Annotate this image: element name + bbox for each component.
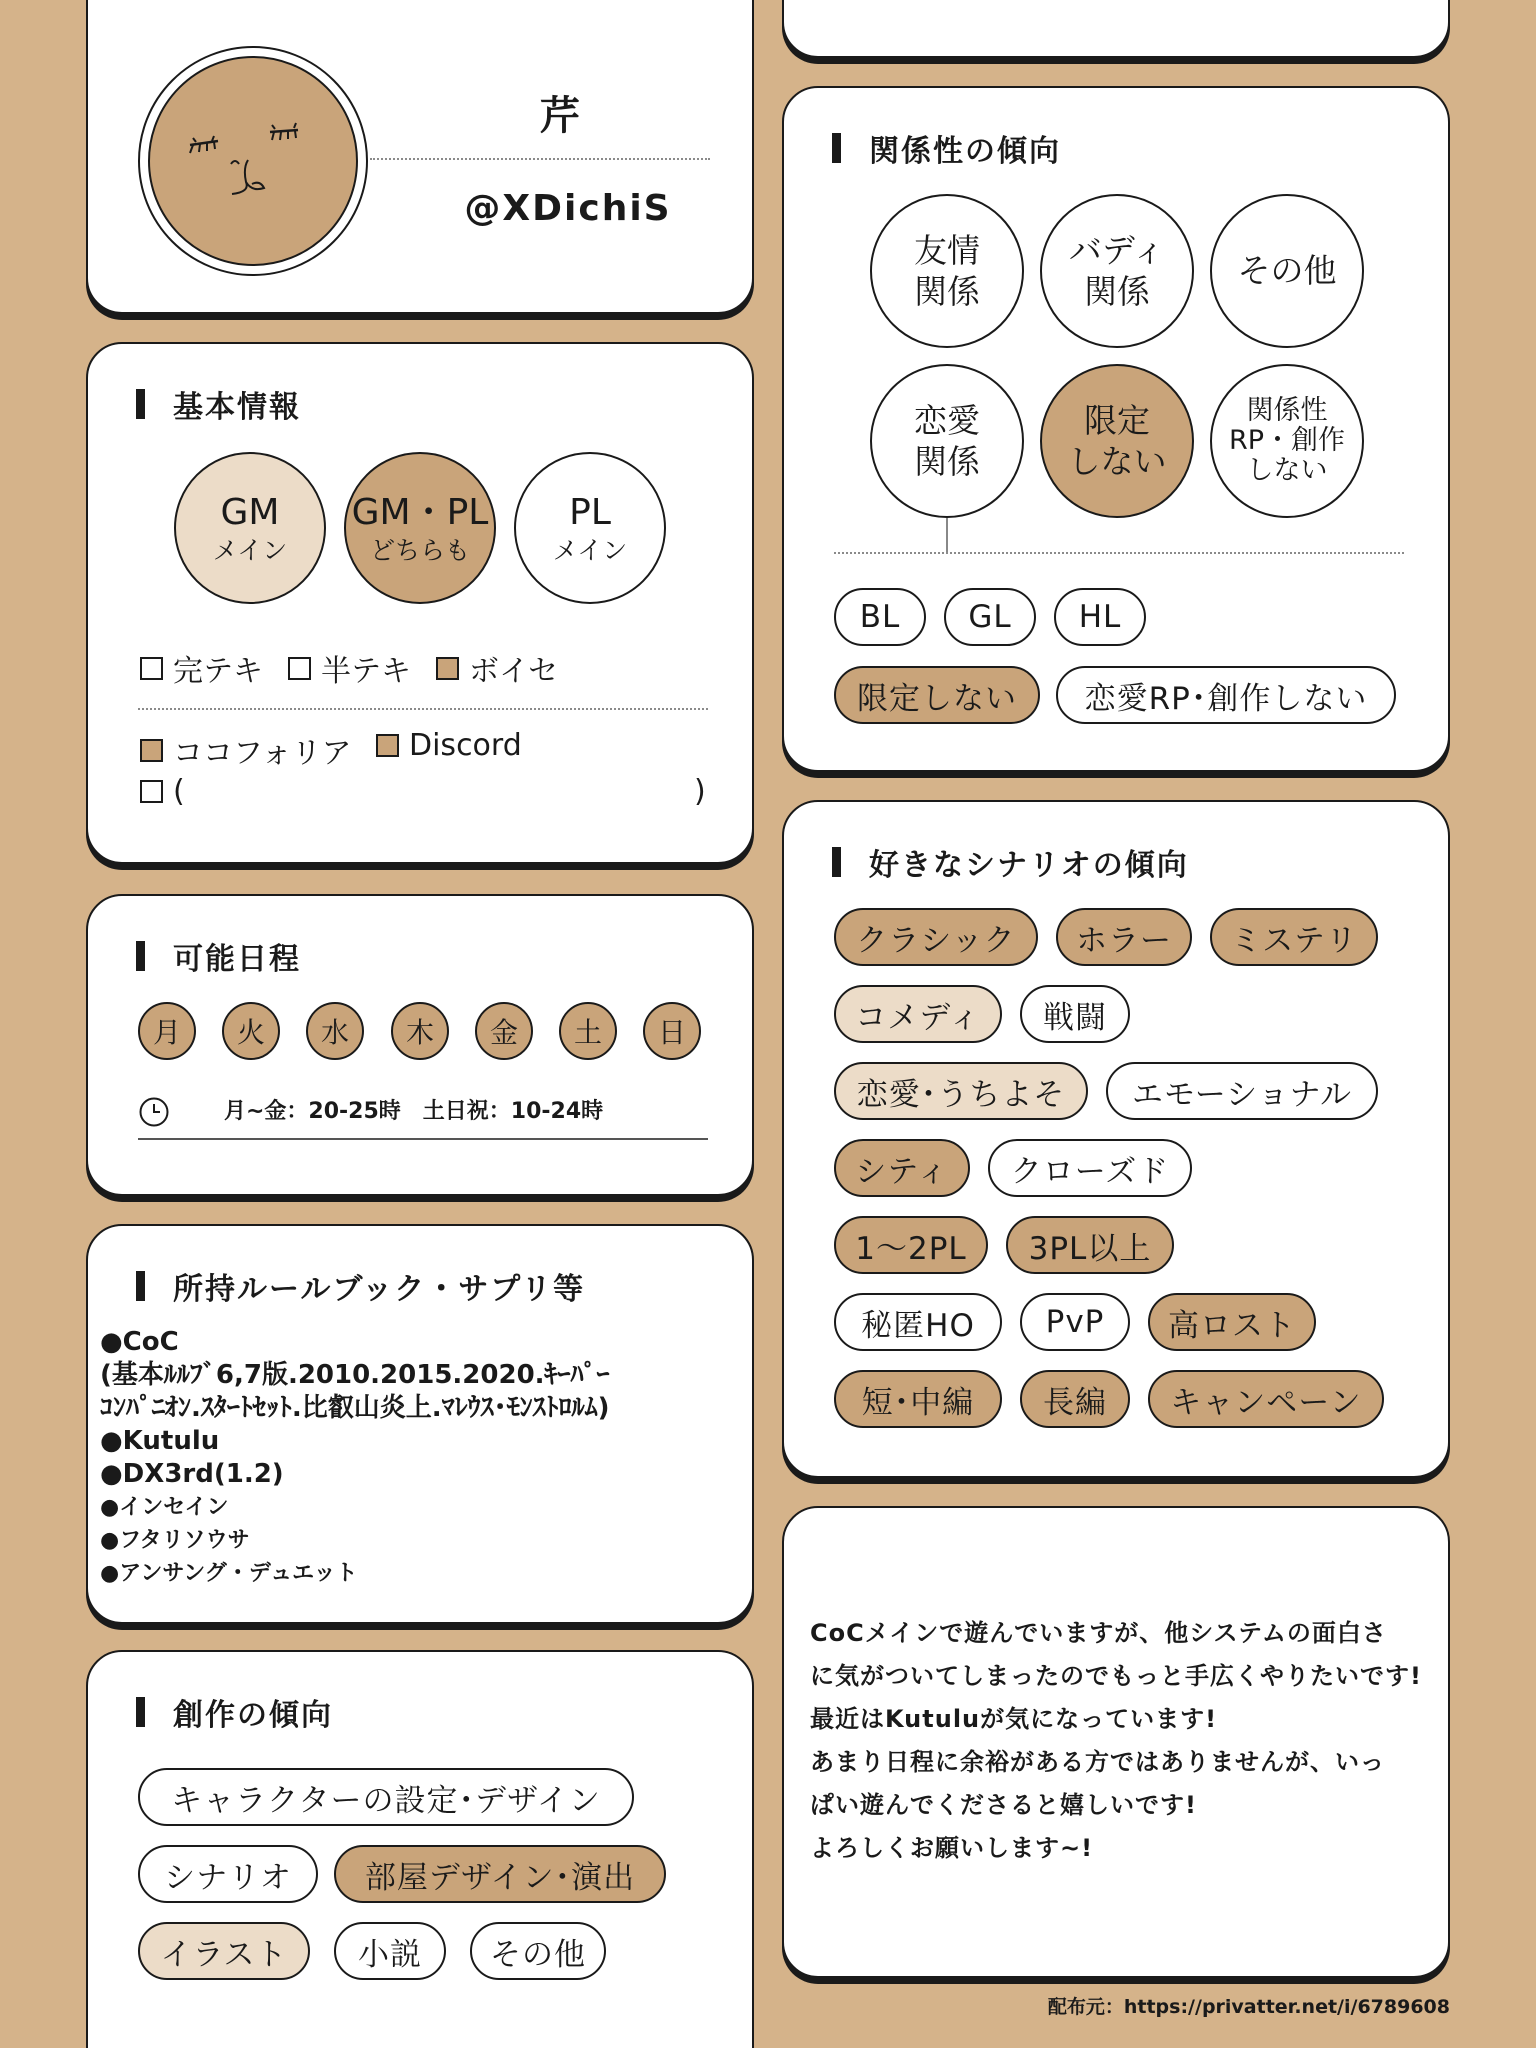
title-bar-icon <box>832 847 841 877</box>
section-title: 基本情報 <box>136 382 301 426</box>
tag-unlimited: 限定しない <box>834 666 1040 724</box>
tag-classic: クラシック <box>834 908 1038 966</box>
title-bar-icon <box>136 1271 145 1301</box>
section-title: 関係性の傾向 <box>832 126 1061 170</box>
schedule-times: 月~金：20-25時 土日祝：10-24時 <box>224 1099 604 1124</box>
relation-romance: 恋愛 関係 <box>870 364 1024 518</box>
checkbox-icon <box>140 780 163 803</box>
tag-closed: クローズド <box>988 1139 1192 1197</box>
day-monday: 月 <box>138 1002 196 1060</box>
rulebook-line: ●CoC <box>100 1327 179 1357</box>
section-title: 創作の傾向 <box>136 1690 333 1734</box>
tag-scenario: シナリオ <box>138 1845 318 1903</box>
day-thursday: 木 <box>391 1002 449 1060</box>
tag-other: その他 <box>470 1922 606 1980</box>
other-tool-close-paren: ) <box>694 774 706 809</box>
tag-novel: 小説 <box>334 1922 446 1980</box>
section-title: 可能日程 <box>136 934 301 978</box>
rulebook-line: ●アンサング・デュエット <box>100 1561 358 1586</box>
rulebooks-card <box>86 1224 754 1624</box>
relation-divider <box>834 552 1404 554</box>
schedule-underline <box>138 1138 708 1140</box>
tag-campaign: キャンペーン <box>1148 1370 1384 1428</box>
relation-unlimited: 限定 しない <box>1040 364 1194 518</box>
day-saturday: 土 <box>559 1002 617 1060</box>
freetext-line: あまり日程に余裕がある方ではありませんが、いっ <box>810 1748 1385 1776</box>
checkbox-voice[interactable]: ボイセ <box>436 646 558 690</box>
section-title: 所持ルールブック・サプリ等 <box>136 1264 585 1308</box>
role-gm-pl-both: GM・PL どちらも <box>344 452 496 604</box>
checkbox-icon <box>140 657 163 680</box>
tag-mystery: ミステリ <box>1210 908 1378 966</box>
relation-card <box>782 86 1450 772</box>
checkbox-full-text[interactable]: 完テキ <box>140 646 263 690</box>
relation-friendship: 友情 関係 <box>870 194 1024 348</box>
rulebook-line: ●フタリソウサ <box>100 1528 250 1553</box>
tag-long: 長編 <box>1020 1370 1130 1428</box>
day-sunday: 日 <box>643 1002 701 1060</box>
basic-divider <box>138 708 708 710</box>
checkbox-checked-icon <box>436 657 459 680</box>
clock-icon <box>138 1096 170 1128</box>
checkbox-discord[interactable]: Discord <box>376 728 522 763</box>
freetext-card <box>782 1506 1450 1978</box>
tag-3pl-plus: 3PL以上 <box>1006 1216 1174 1274</box>
title-bar-icon <box>136 1697 145 1727</box>
tag-high-lost: 高ロスト <box>1148 1293 1316 1351</box>
role-pl-main: PL メイン <box>514 452 666 604</box>
top-partial-card <box>782 0 1450 58</box>
checkbox-half-text[interactable]: 半テキ <box>288 646 411 690</box>
tag-bl: BL <box>834 588 926 646</box>
footer-credit-link[interactable]: 配布元：https://privatter.net/i/6789608 <box>1047 1996 1450 2018</box>
tag-no-romance-rp: 恋愛RP･創作しない <box>1056 666 1396 724</box>
tag-battle: 戦闘 <box>1020 985 1130 1043</box>
tag-gl: GL <box>944 588 1036 646</box>
creation-card <box>86 1650 754 2048</box>
tag-pvp: PvP <box>1020 1293 1130 1351</box>
role-gm-main: GM メイン <box>174 452 326 604</box>
tag-emotional: エモーショナル <box>1106 1062 1378 1120</box>
romance-connector-line <box>946 518 948 554</box>
title-bar-icon <box>136 389 145 419</box>
tag-character-design: キャラクターの設定･デザイン <box>138 1768 634 1826</box>
freetext-line: ぱい遊んでくださると嬉しいです! <box>810 1791 1197 1819</box>
tag-1-2pl: 1〜2PL <box>834 1216 988 1274</box>
tag-city: シティ <box>834 1139 970 1197</box>
checkbox-cocofolia[interactable]: ココフォリア <box>140 728 352 772</box>
day-tuesday: 火 <box>222 1002 280 1060</box>
tag-comedy: コメディ <box>834 985 1002 1043</box>
title-bar-icon <box>832 133 841 163</box>
tag-room-design: 部屋デザイン･演出 <box>334 1845 666 1903</box>
tag-hl: HL <box>1054 588 1146 646</box>
relation-other: その他 <box>1210 194 1364 348</box>
rulebook-line: (基本ﾙﾙﾌﾞ6,7版.2010.2015.2020.ｷｰﾊﾟｰ <box>100 1360 610 1390</box>
profile-divider <box>370 158 710 160</box>
tag-short-mid: 短･中編 <box>834 1370 1002 1428</box>
schedule-card <box>86 894 754 1196</box>
day-friday: 金 <box>475 1002 533 1060</box>
relation-buddy: バディ 関係 <box>1040 194 1194 348</box>
scenario-card <box>782 800 1450 1478</box>
rulebook-line: ●Kutulu <box>100 1426 220 1456</box>
avatar-face-illustration <box>138 46 368 276</box>
relation-no-rp: 関係性 RP・創作 しない <box>1210 364 1364 518</box>
profile-name: 芹 <box>540 93 580 139</box>
tag-secret-ho: 秘匿HO <box>834 1293 1002 1351</box>
freetext-line: に気がついてしまったのでもっと手広くやりたいです! <box>810 1662 1422 1690</box>
profile-handle: @XDichiS <box>464 188 672 229</box>
tag-illustration: イラスト <box>138 1922 310 1980</box>
section-title: 好きなシナリオの傾向 <box>832 840 1189 884</box>
tag-romance-ours: 恋愛･うちよそ <box>834 1062 1088 1120</box>
checkbox-other-tool[interactable]: ( <box>140 774 185 809</box>
checkbox-checked-icon <box>140 739 163 762</box>
tag-horror: ホラー <box>1056 908 1192 966</box>
day-wednesday: 水 <box>306 1002 364 1060</box>
rulebook-line: ●DX3rd(1.2) <box>100 1459 284 1489</box>
freetext-line: CoCメインで遊んでいますが、他システムの面白さ <box>810 1619 1387 1647</box>
checkbox-icon <box>288 657 311 680</box>
freetext-line: よろしくお願いします~! <box>810 1834 1094 1862</box>
title-bar-icon <box>136 941 145 971</box>
profile-card <box>86 0 754 314</box>
freetext-line: 最近はKutuluが気になっています! <box>810 1705 1218 1733</box>
rulebook-line: ｺﾝﾊﾟﾆｵﾝ.ｽﾀｰﾄｾｯﾄ.比叡山炎上.ﾏﾚｳｽ･ﾓﾝｽﾄﾛﾙﾑ) <box>100 1393 610 1423</box>
rulebook-line: ●インセイン <box>100 1495 229 1520</box>
checkbox-checked-icon <box>376 734 399 757</box>
avatar <box>138 46 368 276</box>
basic-info-card <box>86 342 754 864</box>
